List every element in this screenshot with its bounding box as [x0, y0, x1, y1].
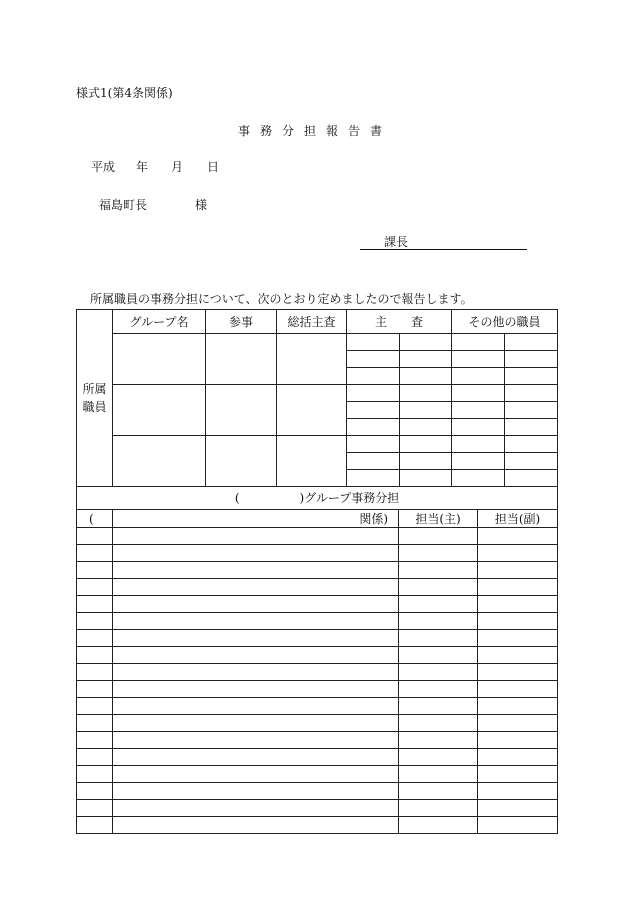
cell-other-staff[interactable]	[452, 402, 505, 419]
cell-chief-inspector[interactable]	[277, 385, 347, 436]
duty-secondary[interactable]	[478, 681, 558, 698]
cell-inspector[interactable]	[347, 334, 400, 351]
duty-description[interactable]	[113, 664, 399, 681]
addressee-name: 福島町長	[99, 198, 148, 212]
cell-inspector[interactable]	[400, 419, 452, 436]
cell-other-staff[interactable]	[505, 334, 558, 351]
cell-other-staff[interactable]	[505, 419, 558, 436]
duty-primary[interactable]	[399, 732, 478, 749]
cell-counselor[interactable]	[206, 385, 277, 436]
duty-no[interactable]	[77, 613, 113, 630]
cell-group-name[interactable]	[113, 436, 206, 487]
document-title: 事務分担報告書	[238, 124, 393, 138]
duty-primary[interactable]	[399, 647, 478, 664]
duty-no[interactable]	[77, 579, 113, 596]
cell-inspector[interactable]	[347, 419, 400, 436]
duty-description[interactable]	[113, 647, 399, 664]
duty-primary[interactable]	[399, 562, 478, 579]
cell-other-staff[interactable]	[452, 368, 505, 385]
section-chief-label: 課長	[384, 235, 409, 249]
header-other-staff: その他の職員	[452, 310, 558, 334]
duties-table	[76, 486, 558, 834]
duty-no[interactable]	[77, 749, 113, 766]
cell-inspector[interactable]	[400, 334, 452, 351]
cell-other-staff[interactable]	[452, 351, 505, 368]
header-secondary: 担当(副)	[478, 510, 558, 528]
duty-no[interactable]	[77, 698, 113, 715]
signature-underline	[360, 249, 527, 250]
side-label-line1: 所属	[82, 382, 107, 396]
cell-inspector[interactable]	[347, 385, 400, 402]
duty-no[interactable]	[77, 766, 113, 783]
cell-other-staff[interactable]	[452, 470, 505, 487]
duty-secondary[interactable]	[478, 630, 558, 647]
date-era: 平成	[91, 160, 116, 174]
addressee-honorific: 様	[195, 198, 208, 212]
cell-inspector[interactable]	[347, 368, 400, 385]
cell-other-staff[interactable]	[452, 385, 505, 402]
cell-other-staff[interactable]	[505, 436, 558, 453]
duty-secondary[interactable]	[478, 800, 558, 817]
duty-description[interactable]	[113, 783, 399, 800]
duty-secondary[interactable]	[478, 596, 558, 613]
duty-secondary[interactable]	[478, 562, 558, 579]
duty-primary[interactable]	[399, 545, 478, 562]
duty-description[interactable]	[113, 562, 399, 579]
duty-primary[interactable]	[399, 613, 478, 630]
duty-primary[interactable]	[399, 681, 478, 698]
header-primary: 担当(主)	[399, 510, 478, 528]
cell-inspector[interactable]	[400, 470, 452, 487]
header-chief-inspector: 総括主査	[277, 310, 347, 334]
duty-description[interactable]	[113, 596, 399, 613]
date-day: 日	[207, 160, 220, 174]
cell-inspector[interactable]	[347, 351, 400, 368]
staff-side-label	[77, 310, 113, 487]
cell-other-staff[interactable]	[452, 419, 505, 436]
cell-group-name[interactable]	[113, 334, 206, 385]
duty-no[interactable]	[77, 664, 113, 681]
relation-open: (	[77, 510, 113, 528]
relation-close: 関係)	[113, 510, 399, 528]
duty-no[interactable]	[77, 562, 113, 579]
duty-primary[interactable]	[399, 698, 478, 715]
cell-chief-inspector[interactable]	[277, 436, 347, 487]
duty-primary[interactable]	[399, 800, 478, 817]
duty-no[interactable]	[77, 528, 113, 545]
duty-primary[interactable]	[399, 596, 478, 613]
staff-table	[76, 309, 558, 487]
duty-no[interactable]	[77, 630, 113, 647]
duty-description[interactable]	[113, 800, 399, 817]
cell-counselor[interactable]	[206, 436, 277, 487]
duty-primary[interactable]	[399, 783, 478, 800]
cell-counselor[interactable]	[206, 334, 277, 385]
duty-no[interactable]	[77, 545, 113, 562]
intro-text: 所属職員の事務分担について、次のとおり定めましたので報告します。	[90, 292, 473, 306]
cell-inspector[interactable]	[347, 402, 400, 419]
duty-description[interactable]	[113, 579, 399, 596]
duty-no[interactable]	[77, 783, 113, 800]
duty-description[interactable]	[113, 732, 399, 749]
header-inspector: 主 査	[347, 310, 452, 334]
duty-secondary[interactable]	[478, 817, 558, 834]
date-month: 月	[171, 160, 184, 174]
duty-description[interactable]	[113, 613, 399, 630]
duty-secondary[interactable]	[478, 664, 558, 681]
cell-chief-inspector[interactable]	[277, 334, 347, 385]
duty-primary[interactable]	[399, 715, 478, 732]
duty-primary[interactable]	[399, 528, 478, 545]
duty-primary[interactable]	[399, 749, 478, 766]
cell-inspector[interactable]	[400, 402, 452, 419]
duty-no[interactable]	[77, 817, 113, 834]
cell-other-staff[interactable]	[505, 470, 558, 487]
cell-other-staff[interactable]	[452, 453, 505, 470]
cell-inspector[interactable]	[347, 470, 400, 487]
duty-no[interactable]	[77, 596, 113, 613]
duty-secondary[interactable]	[478, 528, 558, 545]
duty-primary[interactable]	[399, 630, 478, 647]
duty-description[interactable]	[113, 528, 399, 545]
duty-secondary[interactable]	[478, 698, 558, 715]
cell-inspector[interactable]	[400, 385, 452, 402]
duty-description[interactable]	[113, 681, 399, 698]
duty-no[interactable]	[77, 800, 113, 817]
cell-group-name[interactable]	[113, 385, 206, 436]
duty-secondary[interactable]	[478, 715, 558, 732]
duty-secondary[interactable]	[478, 613, 558, 630]
cell-inspector[interactable]	[400, 453, 452, 470]
duties-title-close: )グループ事務分担	[299, 491, 400, 505]
duty-secondary[interactable]	[478, 647, 558, 664]
duty-description[interactable]	[113, 545, 399, 562]
cell-other-staff[interactable]	[505, 368, 558, 385]
duty-secondary[interactable]	[478, 732, 558, 749]
duty-description[interactable]	[113, 715, 399, 732]
cell-other-staff[interactable]	[452, 436, 505, 453]
duty-primary[interactable]	[399, 766, 478, 783]
duties-title-open: (	[234, 491, 240, 505]
duty-secondary[interactable]	[478, 579, 558, 596]
duty-description[interactable]	[113, 698, 399, 715]
header-group-name: グループ名	[113, 310, 206, 334]
duty-no[interactable]	[77, 647, 113, 664]
cell-inspector[interactable]	[347, 436, 400, 453]
duty-description[interactable]	[113, 749, 399, 766]
duty-secondary[interactable]	[478, 545, 558, 562]
date-year: 年	[136, 160, 149, 174]
duty-secondary[interactable]	[478, 783, 558, 800]
side-label-line2: 職員	[82, 400, 107, 414]
cell-other-staff[interactable]	[505, 453, 558, 470]
duty-secondary[interactable]	[478, 766, 558, 783]
duty-description[interactable]	[113, 630, 399, 647]
duty-no[interactable]	[77, 681, 113, 698]
duty-primary[interactable]	[399, 579, 478, 596]
cell-other-staff[interactable]	[505, 385, 558, 402]
cell-inspector[interactable]	[400, 351, 452, 368]
duty-description[interactable]	[113, 766, 399, 783]
cell-other-staff[interactable]	[505, 402, 558, 419]
header-counselor: 参事	[206, 310, 277, 334]
cell-inspector[interactable]	[400, 436, 452, 453]
cell-inspector[interactable]	[347, 453, 400, 470]
cell-other-staff[interactable]	[505, 351, 558, 368]
form-number: 様式1(第4条関係)	[76, 86, 173, 100]
duties-title	[77, 487, 558, 510]
cell-other-staff[interactable]	[452, 334, 505, 351]
duty-primary[interactable]	[399, 664, 478, 681]
duty-no[interactable]	[77, 732, 113, 749]
duty-secondary[interactable]	[478, 749, 558, 766]
duty-description[interactable]	[113, 817, 399, 834]
duty-primary[interactable]	[399, 817, 478, 834]
cell-inspector[interactable]	[400, 368, 452, 385]
duty-no[interactable]	[77, 715, 113, 732]
